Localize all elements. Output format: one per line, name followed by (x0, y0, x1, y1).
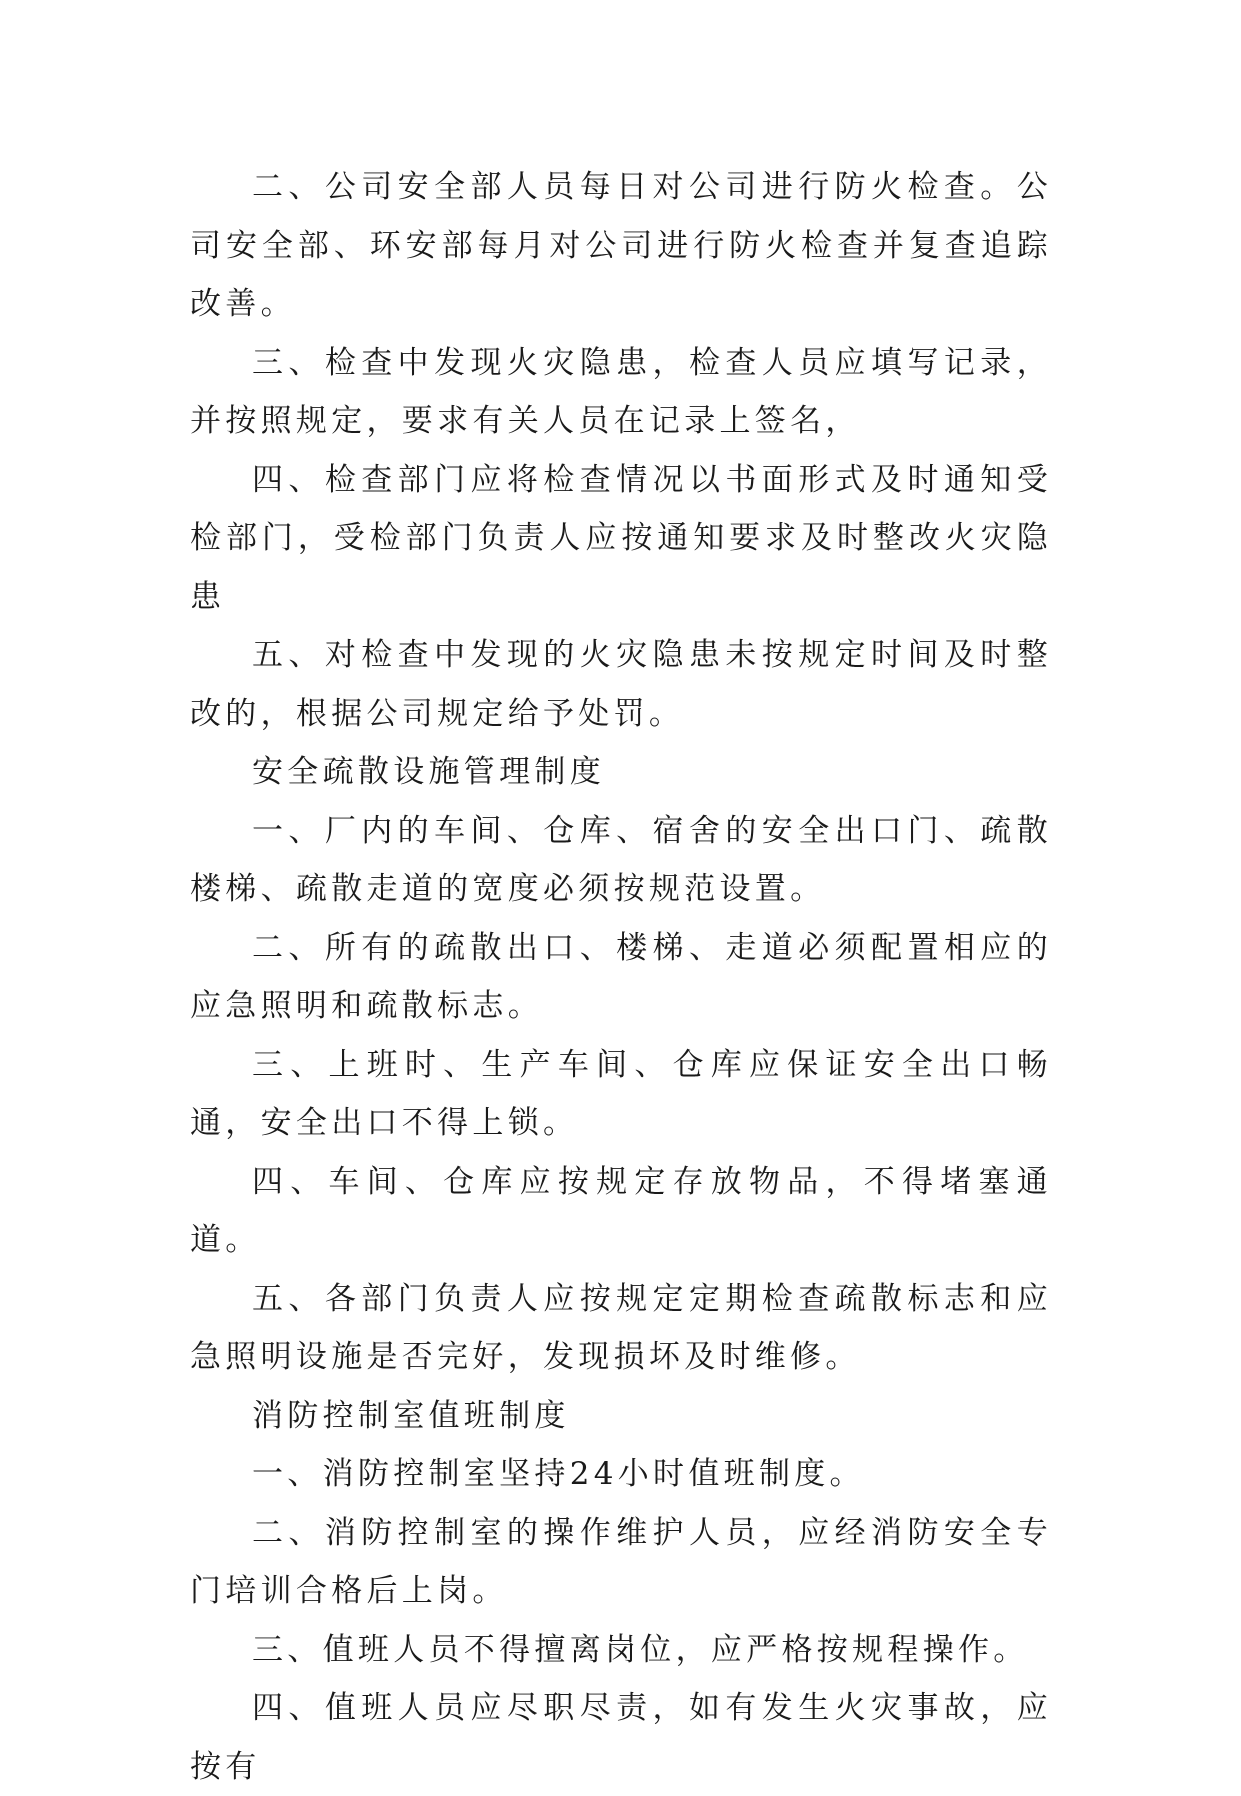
paragraph-evacuation-storage: 四、车间、仓库应按规定存放物品，不得堵塞通道。 (190, 1163, 1052, 1258)
paragraph-control-duty: 三、值班人员不得擅离岗位，应严格按规程操作。 (252, 1631, 1029, 1668)
paragraph-control-fire: 四、值班人员应尽职尽责，如有发生火灾事故，应按有 (190, 1690, 1052, 1785)
paragraph-evacuation-check: 五、各部门负责人应按规定定期检查疏散标志和应急照明设施是否完好，发现损坏及时维修。 (190, 1280, 1052, 1375)
document-body (190, 158, 1052, 1796)
section-heading-control-room: 消防控制室值班制度 (252, 1397, 570, 1434)
paragraph-evacuation-exits: 三、上班时、生产车间、仓库应保证安全出口畅通，安全出口不得上锁。 (190, 1046, 1052, 1141)
paragraph-inspection-notify: 四、检查部门应将检查情况以书面形式及时通知受检部门，受检部门负责人应按通知要求及时整改火灾隐患 (190, 461, 1052, 615)
paragraph-inspection-record: 三、检查中发现火灾隐患，检查人员应填写记录，并按照规定，要求有关人员在记录上签名， (190, 344, 1052, 439)
paragraph-inspection-penalty: 五、对检查中发现的火灾隐患未按规定时间及时整改的，根据公司规定给予处罚。 (190, 637, 1052, 732)
paragraph-evacuation-lighting: 二、所有的疏散出口、楼梯、走道必须配置相应的应急照明和疏散标志。 (190, 929, 1052, 1024)
section-heading-evacuation: 安全疏散设施管理制度 (252, 754, 605, 790)
paragraph-inspection-daily: 二、公司安全部人员每日对公司进行防火检查。公司安全部、环安部每月对公司进行防火检查并复查追踪改善。 (190, 169, 1052, 322)
paragraph-control-24h: 一、消防控制室坚持24小时值班制度。 (252, 1456, 865, 1492)
paragraph-evacuation-width: 一、厂内的车间、仓库、宿舍的安全出口门、疏散楼梯、疏散走道的宽度必须按规范设置。 (190, 812, 1052, 907)
paragraph-control-training: 二、消防控制室的操作维护人员，应经消防安全专门培训合格后上岗。 (190, 1514, 1052, 1609)
